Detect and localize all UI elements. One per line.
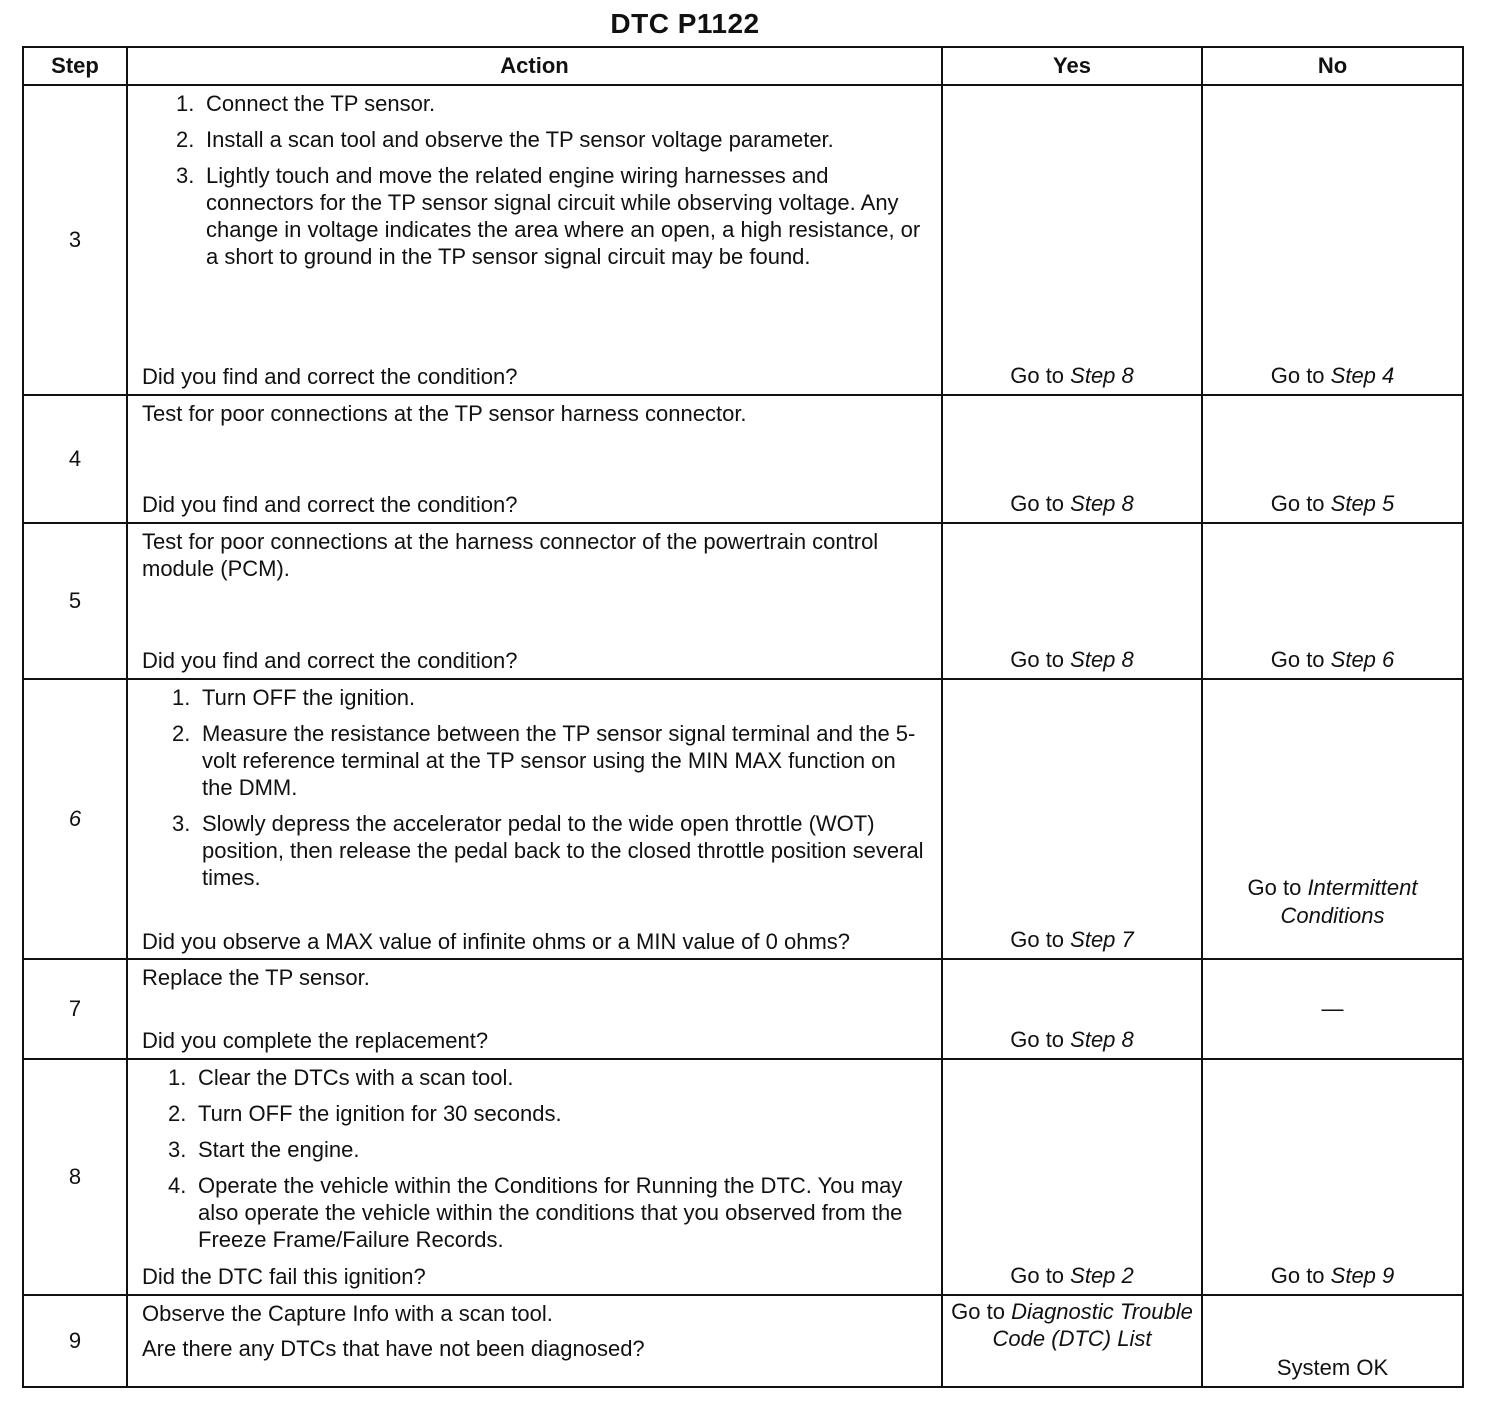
- table-row: [23, 1295, 1463, 1387]
- header-no: No: [1202, 47, 1463, 85]
- action-cell: [127, 679, 942, 959]
- header-step: Step: [23, 47, 127, 85]
- question-text: Did you find and correct the condition?: [142, 364, 518, 389]
- table-row: [23, 679, 1463, 959]
- step-number: 4: [23, 395, 127, 523]
- action-list: [142, 684, 931, 891]
- step-number: 6: [23, 679, 127, 959]
- table-row: [23, 523, 1463, 679]
- yes-cell: Go to Step 7: [942, 679, 1202, 959]
- list-item: 2. Turn OFF the ignition for 30 seconds.: [168, 1101, 562, 1126]
- table-row: [23, 1059, 1463, 1295]
- yes-cell: Go to Step 8: [942, 85, 1202, 395]
- action-text: Replace the TP sensor.: [142, 965, 370, 990]
- list-item: 3. Lightly touch and move the related engine wiring harnesses and connectors for the TP sensor signal circuit while observing voltage. Any change in voltage indicates the area where an open, a high resistance, or a short to ground in the TP sensor signal circuit may be found.: [176, 163, 921, 269]
- action-cell: [127, 1059, 942, 1295]
- list-item: 1. Connect the TP sensor.: [176, 91, 436, 116]
- no-cell: —: [1202, 959, 1463, 1059]
- action-text: Observe the Capture Info with a scan tool.: [142, 1301, 553, 1326]
- action-cell: [127, 523, 942, 679]
- question-text: Did the DTC fail this ignition?: [142, 1264, 426, 1289]
- step-number: 5: [23, 523, 127, 679]
- yes-cell: Go to Step 8: [942, 523, 1202, 679]
- action-cell: [127, 959, 942, 1059]
- page-title: DTC P1122: [610, 8, 760, 39]
- step-number: 8: [23, 1059, 127, 1295]
- header-yes: Yes: [942, 47, 1202, 85]
- list-item: 3. Start the engine.: [168, 1137, 360, 1162]
- no-cell: Go to Step 6: [1202, 523, 1463, 679]
- question-text: Did you observe a MAX value of infinite ohms or a MIN value of 0 ohms?: [142, 929, 851, 954]
- action-text: Test for poor connections at the harness connector of the powertrain control module (PCM).: [142, 529, 879, 581]
- no-cell: Go to Step 9: [1202, 1059, 1463, 1295]
- no-cell: System OK: [1202, 1295, 1463, 1387]
- header-row: [23, 47, 1463, 85]
- table-row: [23, 85, 1463, 395]
- action-cell: [127, 85, 942, 395]
- step-number: 3: [23, 85, 127, 395]
- header-action: Action: [127, 47, 942, 85]
- yes-cell: Go to Step 8: [942, 395, 1202, 523]
- diagnostic-table: [22, 46, 1464, 1388]
- question-text: Did you complete the replacement?: [142, 1028, 489, 1053]
- question-text: Are there any DTCs that have not been diagnosed?: [142, 1336, 645, 1361]
- yes-cell: Go to Step 2: [942, 1059, 1202, 1295]
- list-item: 4. Operate the vehicle within the Conditions for Running the DTC. You may also operate the vehicle within the conditions that you observed from the Freeze Frame/Failure Records.: [168, 1173, 903, 1252]
- step-number: 9: [23, 1295, 127, 1387]
- list-item: 2. Install a scan tool and observe the TP sensor voltage parameter.: [176, 127, 834, 152]
- action-list: [142, 1064, 931, 1253]
- question-text: Did you find and correct the condition?: [142, 492, 518, 517]
- action-cell: [127, 1295, 942, 1387]
- action-text: Test for poor connections at the TP sensor harness connector.: [142, 401, 747, 426]
- list-item: 1. Turn OFF the ignition.: [172, 685, 416, 710]
- step-number: 7: [23, 959, 127, 1059]
- action-list: [142, 90, 931, 270]
- table-row: [23, 959, 1463, 1059]
- list-item: 1. Clear the DTCs with a scan tool.: [168, 1065, 514, 1090]
- list-item: 3. Slowly depress the accelerator pedal to the wide open throttle (WOT) position, then release the pedal back to the closed throttle position several times.: [172, 811, 924, 890]
- no-cell: Go to Intermittent Conditions: [1202, 679, 1463, 959]
- question-text: Did you find and correct the condition?: [142, 648, 518, 673]
- no-cell: Go to Step 5: [1202, 395, 1463, 523]
- yes-cell: Go to Diagnostic Trouble Code (DTC) List: [942, 1295, 1202, 1387]
- yes-cell: Go to Step 8: [942, 959, 1202, 1059]
- no-cell: Go to Step 4: [1202, 85, 1463, 395]
- table-row: [23, 395, 1463, 523]
- action-cell: [127, 395, 942, 523]
- list-item: 2. Measure the resistance between the TP sensor signal terminal and the 5-volt reference terminal at the TP sensor using the MIN MAX function on the DMM.: [172, 721, 916, 800]
